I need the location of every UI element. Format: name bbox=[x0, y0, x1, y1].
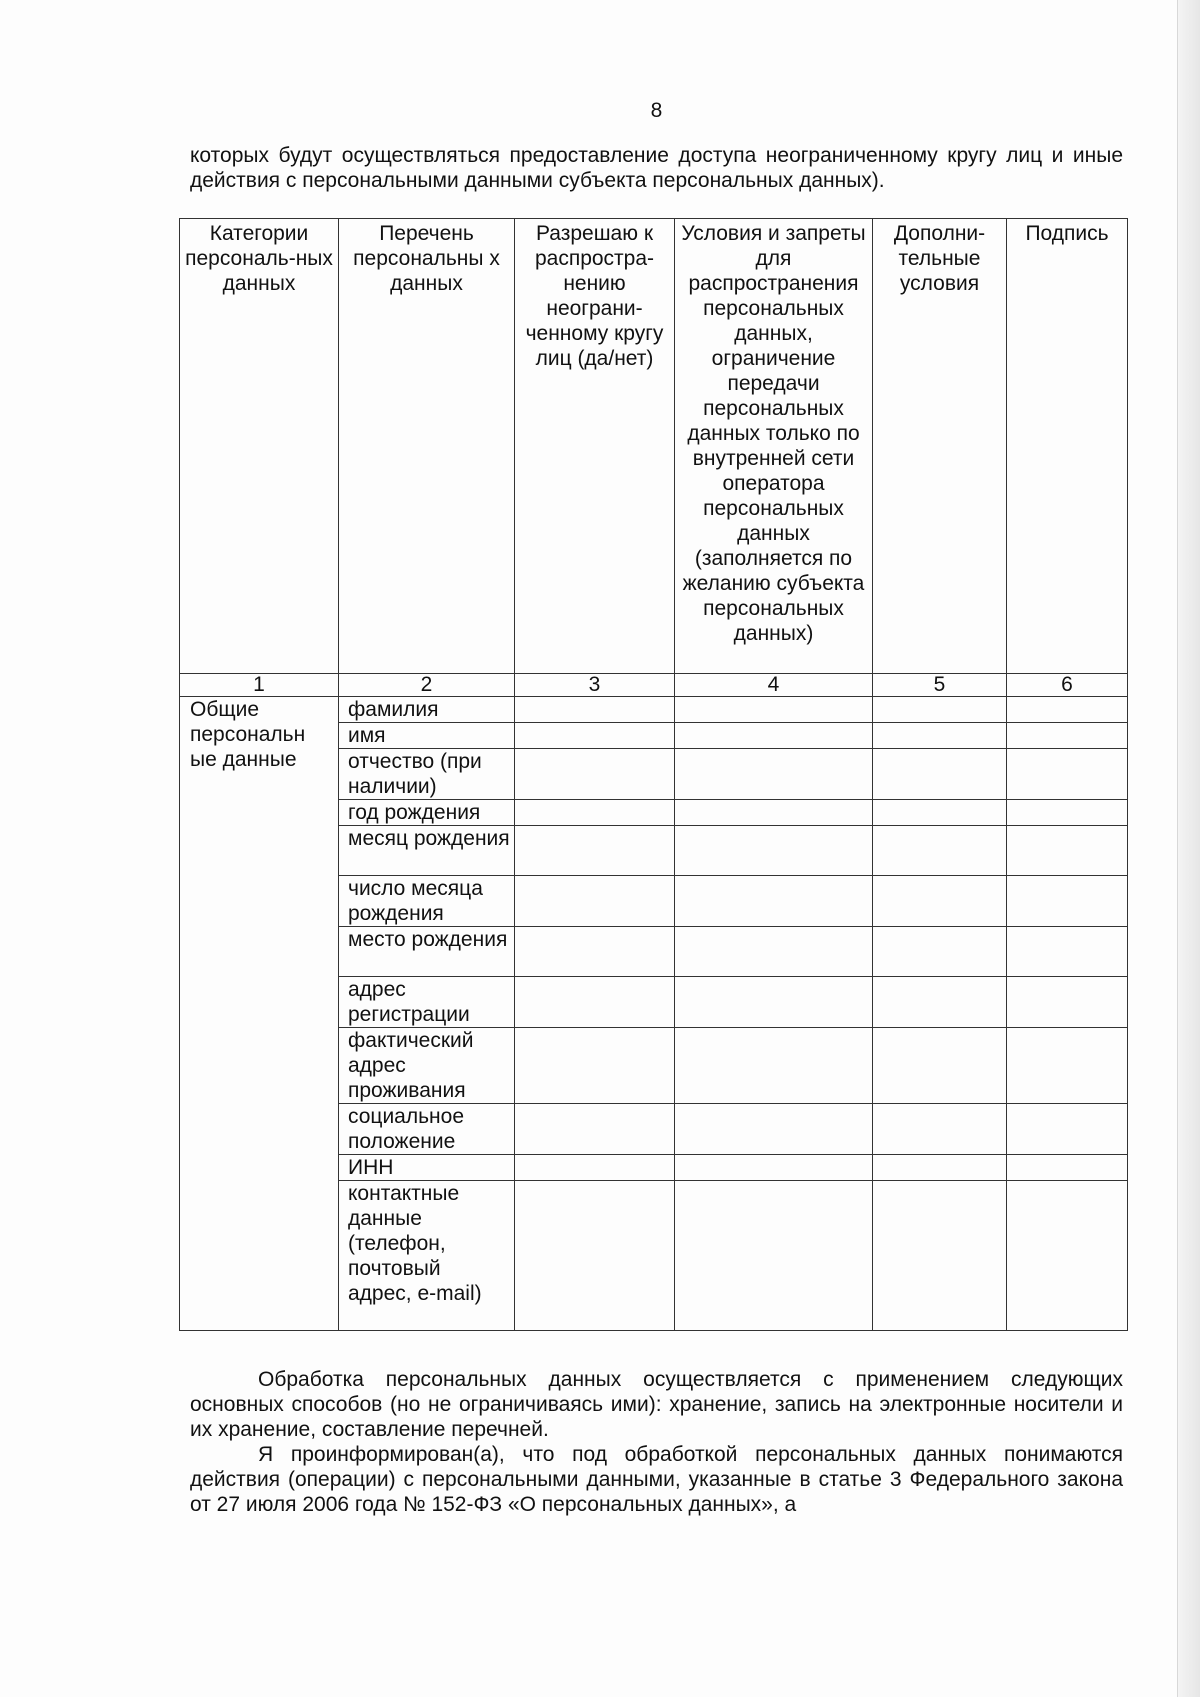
conditions-cell[interactable] bbox=[675, 723, 873, 749]
conditions-cell[interactable] bbox=[675, 749, 873, 800]
signature-cell[interactable] bbox=[1007, 1181, 1128, 1331]
permission-cell[interactable] bbox=[515, 1181, 675, 1331]
conditions-cell[interactable] bbox=[675, 826, 873, 876]
additional-cell[interactable] bbox=[873, 826, 1007, 876]
page-number: 8 bbox=[650, 99, 663, 122]
table-row bbox=[180, 697, 1128, 723]
additional-cell[interactable] bbox=[873, 800, 1007, 826]
signature-cell[interactable] bbox=[1007, 876, 1128, 927]
conditions-cell[interactable] bbox=[675, 1104, 873, 1155]
item-cell: месяц рождения bbox=[339, 826, 515, 876]
category-cell: Общие персональн ые данные bbox=[180, 697, 339, 1331]
item-cell: число месяца рождения bbox=[339, 876, 515, 927]
permission-cell[interactable] bbox=[515, 800, 675, 826]
item-cell: адрес регистрации bbox=[339, 977, 515, 1028]
table-header-row bbox=[180, 219, 1128, 674]
column-number-row bbox=[180, 674, 1128, 697]
column-number: 6 bbox=[1007, 674, 1128, 697]
signature-cell[interactable] bbox=[1007, 1104, 1128, 1155]
header-list: Перечень персональны х данных bbox=[339, 219, 515, 674]
permission-cell[interactable] bbox=[515, 697, 675, 723]
column-number: 2 bbox=[339, 674, 515, 697]
header-conditions: Условия и запреты для распространения персональных данных, ограничение передачи персональных данных только по внутренней сети оператора персональных данных (заполняется по желанию субъекта персональных данных) bbox=[675, 219, 873, 674]
signature-cell[interactable] bbox=[1007, 723, 1128, 749]
permission-cell[interactable] bbox=[515, 1104, 675, 1155]
conditions-cell[interactable] bbox=[675, 927, 873, 977]
additional-cell[interactable] bbox=[873, 927, 1007, 977]
permission-cell[interactable] bbox=[515, 927, 675, 977]
permission-cell[interactable] bbox=[515, 749, 675, 800]
signature-cell[interactable] bbox=[1007, 697, 1128, 723]
conditions-cell[interactable] bbox=[675, 800, 873, 826]
item-cell: имя bbox=[339, 723, 515, 749]
signature-cell[interactable] bbox=[1007, 1028, 1128, 1104]
header-signature: Подпись bbox=[1007, 219, 1128, 674]
item-cell: отчество (при наличии) bbox=[339, 749, 515, 800]
conditions-cell[interactable] bbox=[675, 876, 873, 927]
additional-cell[interactable] bbox=[873, 723, 1007, 749]
item-cell: социальное положение bbox=[339, 1104, 515, 1155]
paragraph-processing-methods: Обработка персональных данных осуществляется с применением следующих основных способов (но не ограничиваясь ими): хранение, запись на электронные носители и их хранение, составление перечней. bbox=[190, 1368, 1123, 1441]
column-number: 3 bbox=[515, 674, 675, 697]
signature-cell[interactable] bbox=[1007, 1155, 1128, 1181]
column-number: 1 bbox=[180, 674, 339, 697]
permission-cell[interactable] bbox=[515, 1155, 675, 1181]
permission-cell[interactable] bbox=[515, 1028, 675, 1104]
signature-cell[interactable] bbox=[1007, 826, 1128, 876]
additional-cell[interactable] bbox=[873, 697, 1007, 723]
signature-cell[interactable] bbox=[1007, 927, 1128, 977]
item-cell: год рождения bbox=[339, 800, 515, 826]
column-number: 4 bbox=[675, 674, 873, 697]
conditions-cell[interactable] bbox=[675, 1155, 873, 1181]
conditions-cell[interactable] bbox=[675, 697, 873, 723]
additional-cell[interactable] bbox=[873, 1181, 1007, 1331]
personal-data-table bbox=[179, 218, 1128, 1331]
page-edge bbox=[1177, 0, 1200, 1697]
item-cell: фамилия bbox=[339, 697, 515, 723]
additional-cell[interactable] bbox=[873, 1155, 1007, 1181]
conditions-cell[interactable] bbox=[675, 1028, 873, 1104]
header-permission: Разрешаю к распростра-нению неограни-ченному кругу лиц (да/нет) bbox=[515, 219, 675, 674]
intro-text: которых будут осуществляться предоставление доступа неограниченному кругу лиц и иные действия с персональными данными субъекта персональных данных). bbox=[190, 144, 1123, 192]
conditions-cell[interactable] bbox=[675, 977, 873, 1028]
column-number: 5 bbox=[873, 674, 1007, 697]
header-additional: Дополни-тельные условия bbox=[873, 219, 1007, 674]
permission-cell[interactable] bbox=[515, 826, 675, 876]
item-cell: фактический адрес проживания bbox=[339, 1028, 515, 1104]
body-text bbox=[190, 1367, 1123, 1517]
item-cell: место рождения bbox=[339, 927, 515, 977]
item-cell: контактные данные (телефон, почтовый адрес, e-mail) bbox=[339, 1181, 515, 1331]
additional-cell[interactable] bbox=[873, 1028, 1007, 1104]
signature-cell[interactable] bbox=[1007, 977, 1128, 1028]
item-cell: ИНН bbox=[339, 1155, 515, 1181]
additional-cell[interactable] bbox=[873, 876, 1007, 927]
signature-cell[interactable] bbox=[1007, 800, 1128, 826]
permission-cell[interactable] bbox=[515, 977, 675, 1028]
signature-cell[interactable] bbox=[1007, 749, 1128, 800]
additional-cell[interactable] bbox=[873, 1104, 1007, 1155]
additional-cell[interactable] bbox=[873, 977, 1007, 1028]
permission-cell[interactable] bbox=[515, 876, 675, 927]
additional-cell[interactable] bbox=[873, 749, 1007, 800]
header-categories: Категории персональ-ных данных bbox=[180, 219, 339, 674]
paragraph-informed: Я проинформирован(а), что под обработкой персональных данных понимаются действия (операции) с персональными данными, указанные в статье 3 Федерального закона от 27 июля 2006 года № 152-ФЗ «О персональных данных», а bbox=[190, 1443, 1123, 1516]
permission-cell[interactable] bbox=[515, 723, 675, 749]
conditions-cell[interactable] bbox=[675, 1181, 873, 1331]
